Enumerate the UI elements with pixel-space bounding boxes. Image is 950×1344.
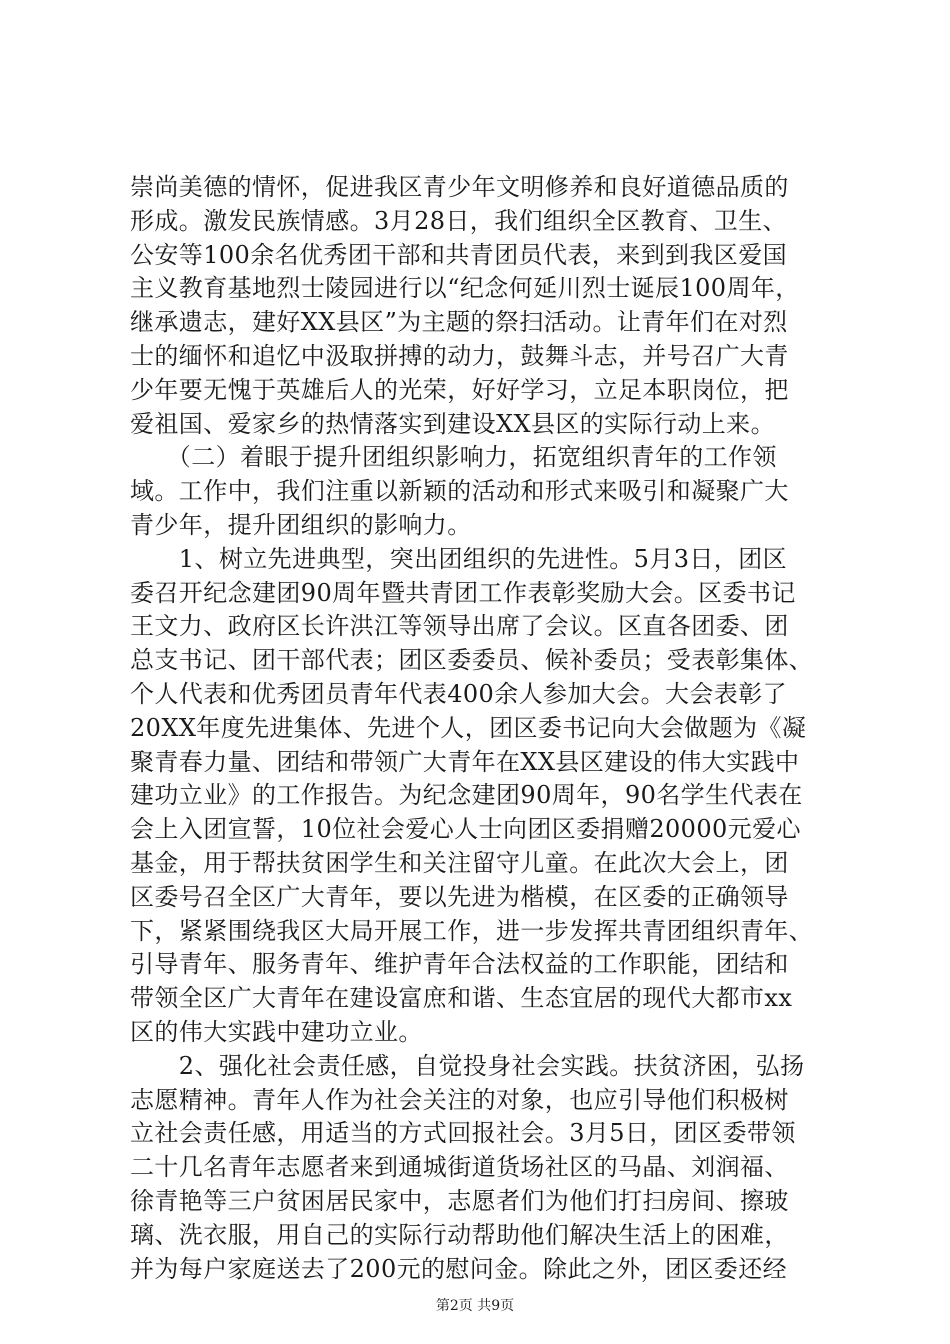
text-line: 形成。激发民族情感。3月28日，我们组织全区教育、卫生、 bbox=[130, 206, 788, 235]
text-line: 引导青年、服务青年、维护青年合法权益的工作职能，团结和 bbox=[130, 950, 789, 979]
text-line: 立社会责任感，用适当的方式回报社会。3月5日，团区委带领 bbox=[130, 1119, 796, 1148]
text-line: 继承遗志，建好XX县区”为主题的祭扫活动。让青年们在对烈 bbox=[130, 308, 788, 337]
text-line: 带领全区广大青年在建设富庶和谐、生态宜居的现代大都市xx bbox=[130, 984, 793, 1013]
page-footer: 第2页 共9页 bbox=[435, 1298, 515, 1314]
text-line: 并为每户家庭送去了200元的慰问金。除此之外，团区委还经 bbox=[130, 1254, 788, 1283]
text-line: 委召开纪念建团90周年暨共青团工作表彰奖励大会。区委书记 bbox=[130, 578, 796, 607]
text-line: 个人代表和优秀团员青年代表400余人参加大会。大会表彰了 bbox=[130, 679, 788, 708]
text-line: 爱祖国、爱家乡的热情落实到建设XX县区的实际行动上来。 bbox=[130, 409, 775, 438]
text-line: 1、树立先进典型，突出团组织的先进性。5月3日，团区 bbox=[130, 544, 788, 573]
text-line: 建功立业》的工作报告。为纪念建团90周年，90名学生代表在 bbox=[130, 781, 803, 810]
text-line: 域。工作中，我们注重以新颖的活动和形式来吸引和凝聚广大 bbox=[130, 477, 789, 506]
text-line: 会上入团宣誓，10位社会爱心人士向团区委捐赠20000元爱心 bbox=[130, 815, 801, 844]
text-line: 基金，用于帮扶贫困学生和关注留守儿童。在此次大会上，团 bbox=[130, 848, 789, 877]
text-line: 青少年，提升团组织的影响力。 bbox=[130, 510, 472, 539]
text-line: 2、强化社会责任感，自觉投身社会实践。扶贫济困，弘扬 bbox=[130, 1051, 805, 1080]
text-line: 下，紧紧围绕我区大局开展工作，进一步发挥共青团组织青年、 bbox=[130, 916, 814, 945]
text-line: 璃、洗衣服，用自己的实际行动帮助他们解决生活上的困难， bbox=[130, 1220, 789, 1249]
text-line: 徐青艳等三户贫困居民家中，志愿者们为他们打扫房间、擦玻 bbox=[130, 1186, 789, 1215]
text-line: （二）着眼于提升团组织影响力，拓宽组织青年的工作领 bbox=[130, 443, 777, 472]
text-line: 聚青春力量、团结和带领广大青年在XX县区建设的伟大实践中 bbox=[130, 747, 800, 776]
text-line: 少年要无愧于英雄后人的光荣，好好学习，立足本职岗位，把 bbox=[130, 375, 789, 404]
text-line: 区委号召全区广大青年，要以先进为楷模，在区委的正确领导 bbox=[130, 882, 789, 911]
text-line: 士的缅怀和追忆中汲取拼搏的动力，鼓舞斗志，并号召广大青 bbox=[130, 341, 789, 370]
text-line: 二十几名青年志愿者来到通城街道货场社区的马晶、刘润福、 bbox=[130, 1153, 789, 1182]
text-line: 志愿精神。青年人作为社会关注的对象，也应引导他们积极树 bbox=[130, 1085, 789, 1114]
document-body bbox=[130, 171, 830, 1286]
text-line: 区的伟大实践中建功立业。 bbox=[130, 1017, 423, 1046]
text-line: 20XX年度先进集体、先进个人，团区委书记向大会做题为《凝 bbox=[130, 713, 807, 742]
text-line: 崇尚美德的情怀，促进我区青少年文明修养和良好道德品质的 bbox=[130, 173, 789, 201]
text-line: 总支书记、团干部代表；团区委委员、候补委员；受表彰集体、 bbox=[130, 646, 814, 675]
text-line: 公安等100余名优秀团干部和共青团员代表，来到到我区爱国 bbox=[130, 240, 788, 269]
text-line: 王文力、政府区长许洪江等领导出席了会议。区直各团委、团 bbox=[130, 612, 789, 641]
text-line: 主义教育基地烈士陵园进行以“纪念何延川烈士诞辰100周年， bbox=[130, 274, 800, 303]
